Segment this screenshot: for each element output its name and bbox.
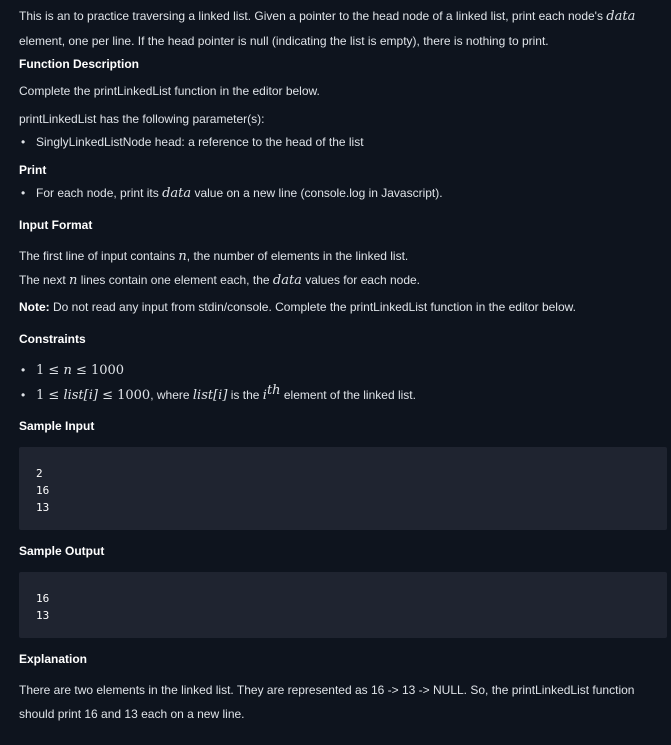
print-list bbox=[19, 181, 443, 206]
print-item-text: For each node, print its bbox=[36, 186, 163, 200]
explanation-text: There are two elements in the linked list. They are represented as 16 -> 13 -> NULL. So, the printLinkedList function should print 16 and 13 each on a new line. bbox=[19, 683, 635, 721]
constraint-item-1 bbox=[19, 358, 416, 383]
input-format-text-after: , the number of elements in the linked list. bbox=[186, 249, 409, 263]
input-format-math-n: n bbox=[178, 249, 187, 264]
sample-input-heading: Sample Input bbox=[19, 419, 95, 433]
print-item bbox=[19, 181, 443, 206]
parameter-item: • SinglyLinkedListNode head: a reference to the head of the list bbox=[19, 130, 364, 154]
intro-paragraph bbox=[19, 4, 659, 53]
print-item-math: data bbox=[162, 186, 192, 201]
sample-input-line: 16 bbox=[36, 484, 50, 497]
constraint-2-is-the: is the bbox=[227, 388, 263, 402]
constraint-1-left: 1 ≤ bbox=[36, 363, 64, 378]
function-description-heading: Function Description bbox=[19, 57, 139, 71]
input-format-text: The first line of input contains bbox=[19, 249, 179, 263]
sample-output-block bbox=[19, 572, 667, 638]
constraint-2-tail: element of the linked list. bbox=[280, 388, 416, 402]
constraint-2-right: ≤ 1000 bbox=[97, 388, 151, 403]
constraint-2-var2: list[i] bbox=[192, 388, 228, 403]
constraints-heading: Constraints bbox=[19, 332, 86, 346]
constraint-1-right: ≤ 1000 bbox=[71, 363, 125, 378]
constraint-2-var: list[i] bbox=[63, 388, 98, 403]
constraint-2-i: i bbox=[262, 388, 267, 403]
note-label: Note: bbox=[19, 300, 50, 314]
sample-output-line: 16 bbox=[36, 592, 50, 605]
intro-text-after: element, one per line. If the head pointer is null (indicating the list is empty), there is nothing to print. bbox=[19, 34, 549, 48]
constraint-2-where: , where bbox=[150, 388, 193, 402]
constraints-list bbox=[19, 358, 416, 408]
input-format-line2 bbox=[19, 268, 420, 293]
input-format-line2-after: values for each node. bbox=[301, 273, 420, 287]
print-item-text-after: value on a new line (console.log in Javascript). bbox=[191, 186, 443, 200]
sample-input-line: 13 bbox=[36, 501, 50, 514]
input-format-line2-text: The next bbox=[19, 273, 70, 287]
note-text: Do not read any input from stdin/console. Complete the printLinkedList function in the editor below. bbox=[49, 300, 576, 314]
constraint-2-th: th bbox=[266, 383, 281, 398]
input-format-heading: Input Format bbox=[19, 218, 93, 232]
input-format-line2-mid: lines contain one element each, the bbox=[77, 273, 273, 287]
function-description-line2: printLinkedList has the following parameter(s): bbox=[19, 112, 265, 126]
input-format-line2-math-n: n bbox=[69, 273, 78, 288]
function-description-line1: Complete the printLinkedList function in the editor below. bbox=[19, 84, 320, 98]
input-format-line1 bbox=[19, 244, 408, 269]
constraint-item-2 bbox=[19, 383, 416, 408]
note-paragraph bbox=[19, 295, 576, 319]
input-format-line2-math-data: data bbox=[272, 273, 302, 288]
intro-text: This is an to practice traversing a linked list. Given a pointer to the head node of a linked list, print each node's bbox=[19, 9, 607, 23]
sample-input-block bbox=[19, 447, 667, 530]
sample-output-heading: Sample Output bbox=[19, 544, 105, 558]
explanation-heading: Explanation bbox=[19, 652, 88, 666]
intro-math-data: data bbox=[606, 9, 636, 24]
sample-output-line: 13 bbox=[36, 609, 50, 622]
sample-input-line: 2 bbox=[36, 467, 43, 480]
constraint-2-left: 1 ≤ bbox=[36, 388, 64, 403]
constraint-1-var: n bbox=[63, 363, 72, 378]
print-heading: Print bbox=[19, 163, 47, 177]
parameter-list bbox=[19, 130, 364, 154]
